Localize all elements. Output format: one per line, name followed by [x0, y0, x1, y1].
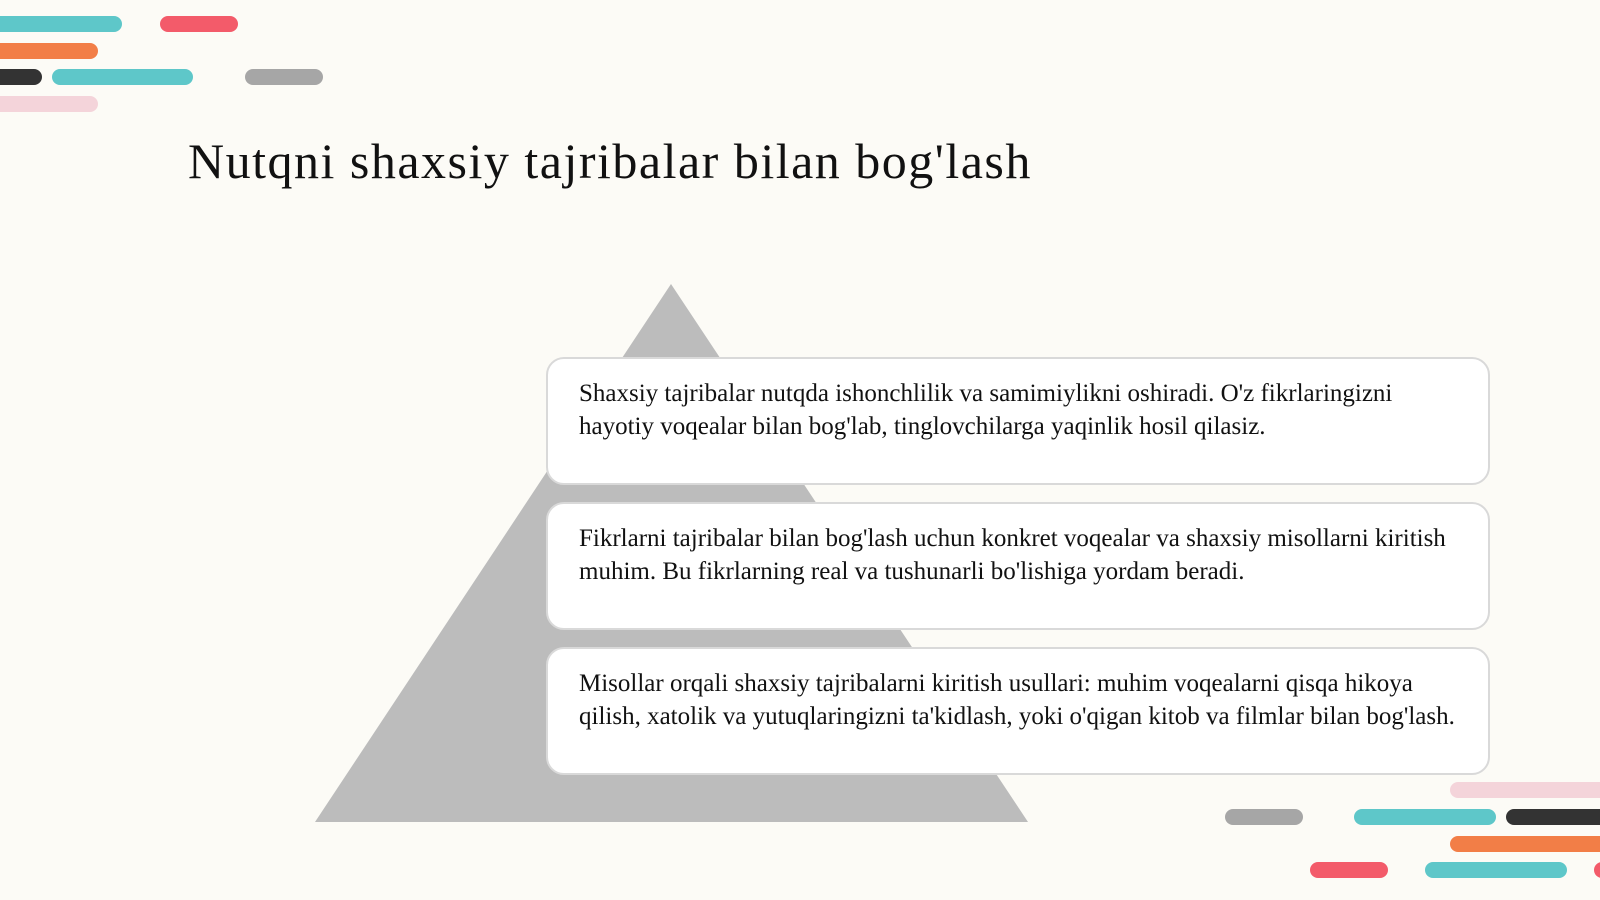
pyramid-card-1: Shaxsiy tajribalar nutqda ishonchlilik va samimiylikni oshiradi. O'z fikrlaringizni hayotiy voqealar bilan bog'lab, tinglovchilarga yaqinlik hosil qilasiz. — [546, 357, 1490, 485]
pyramid-card-3: Misollar orqali shaxsiy tajribalarni kiritish usullari: muhim voqealarni qisqa hikoya qilish, xatolik va yutuqlaringizni ta'kidlash, yoki o'qigan kitob va filmlar bilan bog'lash. — [546, 647, 1490, 775]
slide-title: Nutqni shaxsiy tajribalar bilan bog'lash — [188, 133, 1032, 189]
pyramid-card-2: Fikrlarni tajribalar bilan bog'lash uchun konkret voqealar va shaxsiy misollarni kiritish muhim. Bu fikrlarning real va tushunarli bo'lishiga yordam beradi. — [546, 502, 1490, 630]
